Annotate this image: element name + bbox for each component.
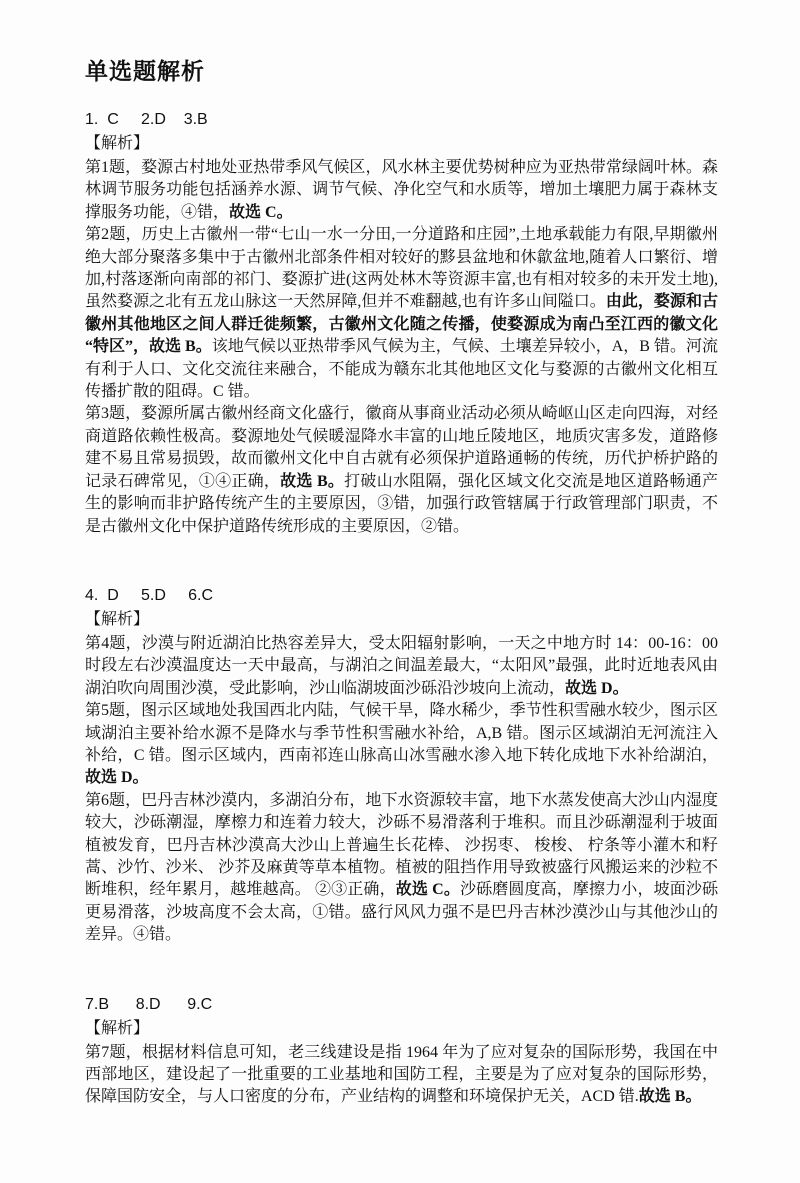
answer-key-line-1: 1. C 2.D 3.B: [85, 111, 208, 128]
bold-verdict-text: 故选 D。: [85, 769, 149, 787]
body-text: 沙砾磨圆度高，摩擦力小，坡面沙砾更易滑落，沙坡高度不会太高，①错。盛行风风力强不是巴丹吉林沙漠沙山与其他沙山的差异。④错。: [85, 881, 718, 944]
analysis-section-2: [85, 584, 718, 947]
analysis-section-3: [85, 993, 718, 1109]
bold-verdict-text: 故选 C。: [395, 881, 460, 899]
bold-verdict-text: 故选 D。: [565, 679, 629, 697]
analysis-paragraph-q4: [85, 633, 718, 700]
analysis-paragraph-q6: [85, 790, 718, 947]
body-text: 该地气候以亚热带季风气候为主，气候、土壤差异较小，A，B 错。河流有利于人口、文化交流往来融合，不能成为赣东北其他地区文化与婺源的古徽州文化相互传播扩散的阻碍。C 错。: [85, 338, 718, 401]
bold-verdict-text: 由此，婺源和古徽州其他地区之间人群迁徙频繁，古徽州文化随之传播，使婺源成为南凸至江西的徽文化“特区”，故选 B。: [85, 293, 718, 356]
body-text: 第6题，巴丹吉林沙漠内，多湖泊分布，地下水资源较丰富，地下水蒸发使高大沙山内湿度较大，沙砾潮湿，摩檫力和连着力较大，沙砾不易滑落利于堆积。而且沙砾潮湿利于坡面植被发育，巴丹吉林沙漠高大沙山上普遍生长花棒、 沙拐枣、 梭梭、 柠条等小灌木和籽蒿、沙竹、沙米、 沙芥及麻黄等草本植物。植被的阻挡作用导致被盛行风搬运来的沙粒不断堆积，经年累月，越堆越高。 ②③正确，: [85, 791, 718, 899]
body-text: 打破山水阻隔，强化区域文化交流是地区道路畅通产生的影响而非护路传统产生的主要原因，③错，加强行政管辖属于行政管理部门职责，不是古徽州文化中保护道路传统形成的主要原因，②错。: [85, 472, 718, 535]
analysis-paragraph-q5: [85, 700, 718, 790]
body-text: 第1题，婺源古村地处亚热带季风气候区，风水林主要优势树种应为亚热带常绿阔叶林。森林调节服务功能包括涵养水源、调节气候、净化空气和水质等，增加土壤肥力属于森林支撑服务功能，④错，: [85, 159, 718, 221]
analysis-paragraph-q1: [85, 157, 718, 224]
analysis-paragraph-q7: [85, 1042, 718, 1109]
analysis-paragraph-q2: [85, 224, 718, 403]
body-text: 第7题，根据材料信息可知，老三线建设是指 1964 年为了应对复杂的国际形势，我国在中西部地区，建设起了一批重要的工业基地和国防工程，主要是为了应对复杂的国际形势，保障国防安全，与人口密度的分布，产业结构的调整和环境保护无关，ACD 错.: [85, 1043, 718, 1106]
analysis-label: 【解析】: [85, 1019, 150, 1037]
bold-verdict-text: 故选 B。: [280, 472, 345, 490]
bold-verdict-text: 故选 B。: [638, 1088, 702, 1106]
body-text: 第3题，婺源所属古徽州经商文化盛行，徽商从事商业活动必须从崎岖山区走向四海，对经商道路依赖性极高。婺源地处气候暖湿降水丰富的山地丘陵地区，地质灾害多发，道路修建不易且常易损毁，故而徽州文化中自古就有必须保护道路通畅的传统，历代护桥护路的记录石碑常见，①④正确，: [85, 405, 718, 490]
page-title: 单选题解析: [85, 58, 205, 84]
body-text: 第2题，历史上古徽州一带“七山一水一分田,一分道路和庄园”,土地承载能力有限,早期徽州绝大部分聚落多集中于古徽州北部条件相对较好的黟县盆地和休歙盆地,随着人口繁衍、增加,村落逐渐向南部的祁门、婺源扩进(这两处林木等资源丰富,也有相对较多的未开发土地),虽然婺源之北有五龙山脉这一天然屏障,但并不难翻越,也有许多山间隘口。: [85, 226, 718, 311]
bold-verdict-text: 故选 C。: [229, 203, 293, 221]
answer-key-line-3: 7.B 8.D 9.C: [85, 995, 213, 1013]
body-text: 第4题，沙漠与附近湖泊比热容差异大，受太阳辐射影响，一天之中地方时 14：00-16：00 时段左右沙漠温度达一天中最高，与湖泊之间温差最大，“太阳风”最强，此时近地表风由湖泊吹向周围沙漠，受此影响，沙山临湖坡面沙砾沿沙坡向上流动，: [85, 634, 718, 697]
analysis-label: 【解析】: [85, 135, 150, 152]
analysis-section-1: [85, 108, 718, 538]
analysis-paragraph-q3: [85, 403, 718, 537]
answer-key-line-2: 4. D 5.D 6.C: [85, 586, 214, 604]
analysis-label: 【解析】: [85, 610, 150, 628]
body-text: 第5题，图示区域地处我国西北内陆，气候干旱，降水稀少，季节性积雪融水较少，图示区域湖泊主要补给水源不是降水与季节性积雪融水补给，A,B 错。图示区域湖泊无河流注入补给，C 错。图示区域内，西南祁连山脉高山冰雪融水渗入地下转化成地下水补给湖泊，: [85, 702, 718, 764]
